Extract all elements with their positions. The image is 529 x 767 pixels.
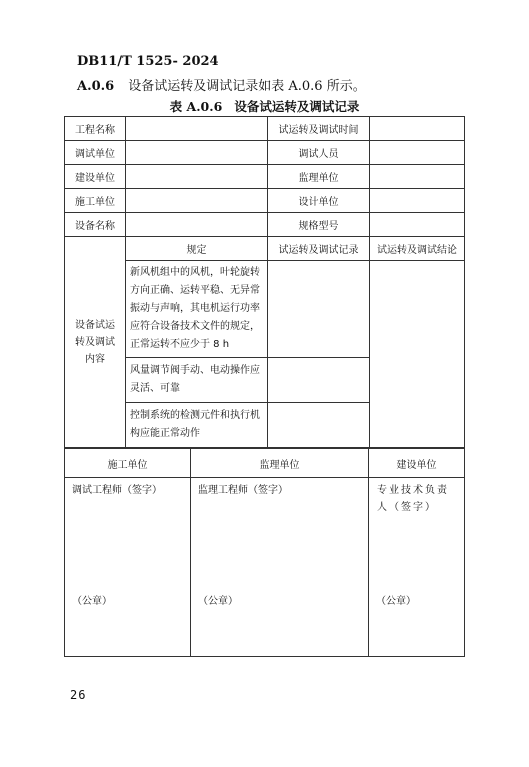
signature-table bbox=[64, 448, 465, 657]
record-field[interactable] bbox=[268, 403, 370, 448]
column-header-record: 试运转及调试记录 bbox=[268, 237, 370, 261]
info-value-field[interactable] bbox=[126, 165, 268, 189]
record-table bbox=[64, 116, 465, 448]
info-label: 工程名称 bbox=[65, 117, 126, 141]
requirement-text: 控制系统的检测元件和执行机构应能正常动作 bbox=[126, 403, 268, 448]
signer-label: 监理工程师（签字） bbox=[198, 485, 288, 496]
record-field[interactable] bbox=[268, 358, 370, 403]
info-label: 试运转及调试时间 bbox=[268, 117, 370, 141]
info-value-field[interactable] bbox=[126, 189, 268, 213]
signer-label: 调试工程师（签字） bbox=[72, 485, 162, 496]
supervision-unit-header: 监理单位 bbox=[191, 449, 369, 478]
intro-line bbox=[77, 75, 366, 94]
table-caption bbox=[0, 97, 529, 115]
record-field[interactable] bbox=[268, 261, 370, 358]
info-value-field[interactable] bbox=[370, 141, 465, 165]
supervision-signature-box[interactable] bbox=[191, 478, 369, 657]
info-label: 调试人员 bbox=[268, 141, 370, 165]
info-value-field[interactable] bbox=[370, 117, 465, 141]
column-header-conclusion: 试运转及调试结论 bbox=[370, 237, 465, 261]
conclusion-field[interactable] bbox=[370, 261, 465, 448]
column-header-requirement: 规定 bbox=[126, 237, 268, 261]
info-label: 施工单位 bbox=[65, 189, 126, 213]
table-title: 设备试运转及调试记录 bbox=[234, 99, 360, 114]
construction-unit-header: 施工单位 bbox=[65, 449, 191, 478]
info-value-field[interactable] bbox=[126, 213, 268, 237]
table-number: 表 A.0.6 bbox=[169, 99, 223, 114]
content-section-label-text: 设备试运转及调试内容 bbox=[75, 319, 115, 365]
info-label: 设备名称 bbox=[65, 213, 126, 237]
page-number: 26 bbox=[70, 688, 87, 702]
info-label: 监理单位 bbox=[268, 165, 370, 189]
intro-text: 设备试运转及调试记录如表 A.0.6 所示。 bbox=[128, 79, 366, 94]
intro-label: A.0.6 bbox=[77, 79, 115, 94]
info-row bbox=[65, 117, 465, 141]
info-value-field[interactable] bbox=[370, 213, 465, 237]
info-row bbox=[65, 189, 465, 213]
seal-label: （公章） bbox=[376, 596, 416, 607]
owner-signature-box[interactable] bbox=[369, 478, 465, 657]
construction-signature-box[interactable] bbox=[65, 478, 191, 657]
requirement-text: 风量调节阀手动、电动操作应灵活、可靠 bbox=[126, 358, 268, 403]
info-label: 建设单位 bbox=[65, 165, 126, 189]
info-row bbox=[65, 213, 465, 237]
info-row bbox=[65, 141, 465, 165]
signature-header-row bbox=[65, 449, 465, 478]
info-value-field[interactable] bbox=[370, 165, 465, 189]
info-label: 调试单位 bbox=[65, 141, 126, 165]
info-label: 设计单位 bbox=[268, 189, 370, 213]
owner-unit-header: 建设单位 bbox=[369, 449, 465, 478]
seal-label: （公章） bbox=[198, 596, 238, 607]
signature-body-row bbox=[65, 478, 465, 657]
info-row bbox=[65, 165, 465, 189]
content-section-label bbox=[65, 237, 126, 448]
signer-label: 专业技术负责人（签字） bbox=[377, 485, 449, 513]
info-label: 规格型号 bbox=[268, 213, 370, 237]
seal-label: （公章） bbox=[72, 596, 112, 607]
info-value-field[interactable] bbox=[126, 117, 268, 141]
info-value-field[interactable] bbox=[370, 189, 465, 213]
content-header-row bbox=[65, 237, 465, 261]
requirement-text: 新风机组中的风机，叶轮旋转方向正确、运转平稳、无异常振动与声响，其电机运行功率应符合设备技术文件的规定，正常运转不应少于 8 h bbox=[126, 261, 268, 358]
standard-code: DB11/T 1525- 2024 bbox=[77, 54, 219, 69]
info-value-field[interactable] bbox=[126, 141, 268, 165]
